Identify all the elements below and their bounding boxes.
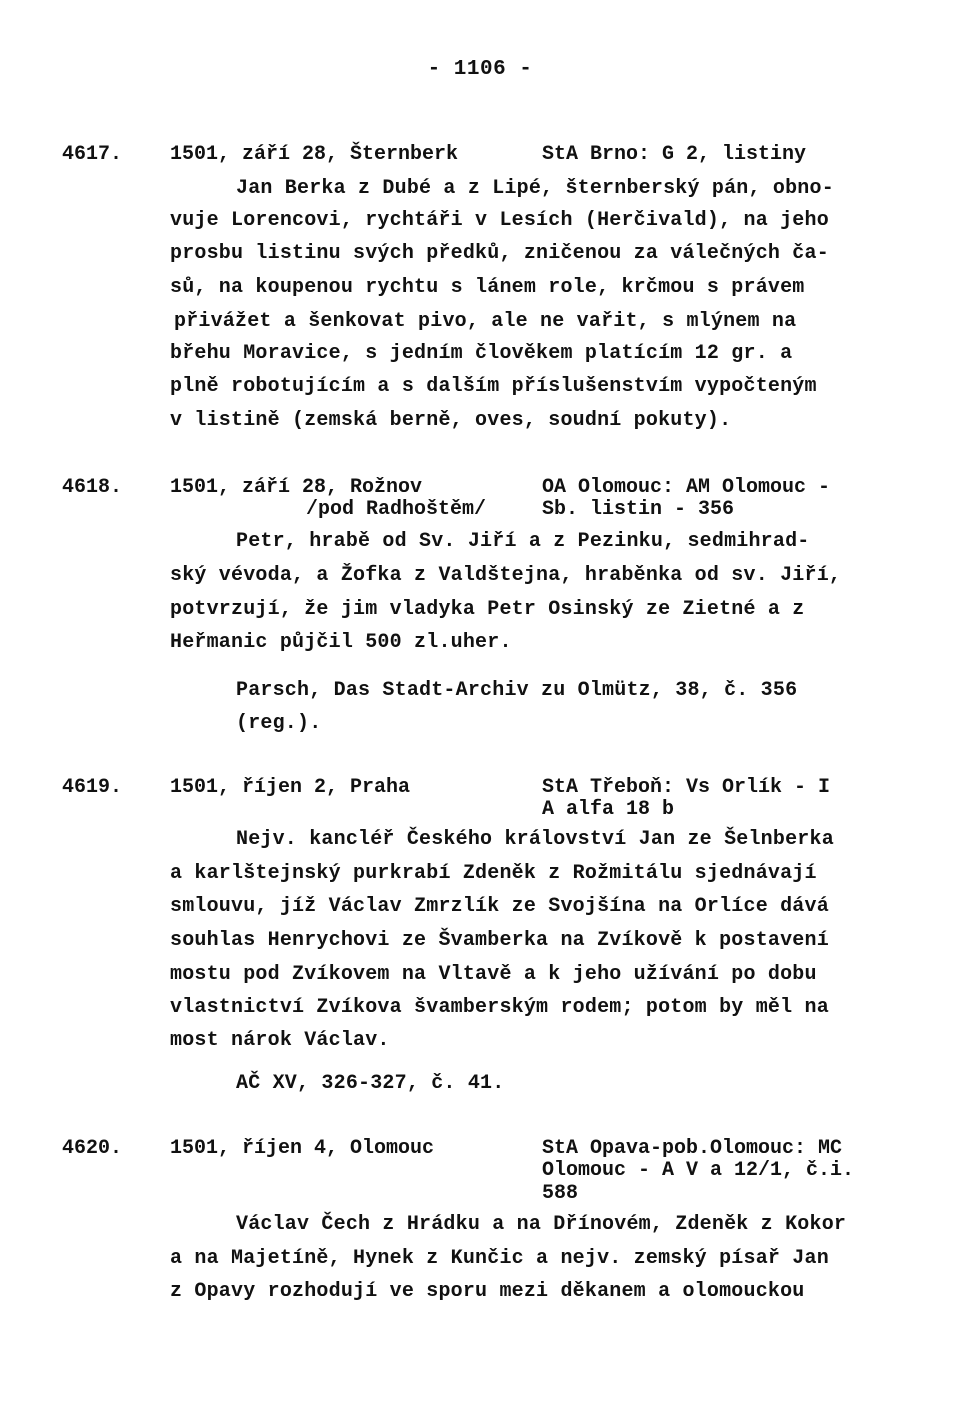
entry-text-line: smlouvu, jíž Václav Zmrzlík ze Svojšína na Orlíce dává (170, 895, 829, 918)
entry-text-line: vuje Lorencovi, rychtáři v Lesích (Herčivald), na jeho (170, 209, 829, 232)
entry-text-line: Jan Berka z Dubé a z Lipé, šternberský pán, obno- (236, 177, 834, 200)
entry-archive: A alfa 18 b (542, 798, 675, 821)
entry-text-line: vlastnictví Zvíkova švamberským rodem; potom by měl na (170, 996, 829, 1019)
entry-text-line: z Opavy rozhodují ve sporu mezi děkanem a olomouckou (170, 1280, 805, 1303)
entry-text-line: v listině (zemská berně, oves, soudní pokuty). (170, 409, 732, 432)
entry-archive: StA Třeboň: Vs Orlík - I (542, 776, 831, 799)
entry-text-line: potvrzují, že jim vladyka Petr Osinský ze Zietné a z (170, 598, 805, 621)
entry-archive: StA Opava-pob.Olomouc: MC (542, 1137, 843, 1160)
entry-text-line: a karlštejnský purkrabí Zdeněk z Rožmitálu sjednávají (170, 862, 817, 885)
entry-number: 4618. (62, 476, 123, 499)
entry-text-line: sů, na koupenou rychtu s lánem role, krčmou s právem (170, 276, 805, 299)
entry-number: 4620. (62, 1137, 123, 1160)
entry-date-place: 1501, září 28, Šternberk (170, 143, 459, 166)
entry-number: 4619. (62, 776, 123, 799)
entry-text-line: plně robotujícím a s dalším příslušenstvím vypočteným (170, 375, 817, 398)
entry-text-line: mostu pod Zvíkovem na Vltavě a k jeho užívání po dobu (170, 963, 817, 986)
entry-archive: 588 (542, 1182, 579, 1205)
entry-text-line: Petr, hrabě od Sv. Jiří a z Pezinku, sedmihrad- (236, 530, 810, 553)
entry-date-place: 1501, říjen 4, Olomouc (170, 1137, 435, 1160)
entry-archive: Sb. listin - 356 (542, 498, 735, 521)
entry-number: 4617. (62, 143, 123, 166)
entry-date-place: 1501, říjen 2, Praha (170, 776, 411, 799)
entry-text-line: ský vévoda, a Žofka z Valdštejna, hraběnka od sv. Jiří, (170, 564, 842, 587)
entry-reference: Parsch, Das Stadt-Archiv zu Olmütz, 38, č. 356 (236, 679, 798, 702)
entry-text-line: prosbu listinu svých předků, zničenou za válečných ča- (170, 242, 829, 265)
entry-reference: (reg.). (236, 712, 322, 735)
entry-text-line: Václav Čech z Hrádku a na Dřínovém, Zdeněk z Kokor (236, 1213, 847, 1236)
entry-text-line: Heřmanic půjčil 500 zl.uher. (170, 631, 512, 654)
entry-text-line: břehu Moravice, s jedním člověkem platícím 12 gr. a (170, 342, 793, 365)
entry-text-line: a na Majetíně, Hynek z Kunčic a nejv. zemský písař Jan (170, 1247, 829, 1270)
entry-archive: StA Brno: G 2, listiny (542, 143, 807, 166)
entry-date-place: 1501, září 28, Rožnov (170, 476, 423, 499)
entry-text-line: přivážet a šenkovat pivo, ale ne vařit, s mlýnem na (174, 310, 797, 333)
entry-text-line: most nárok Václav. (170, 1029, 390, 1052)
entry-archive: Olomouc - A V a 12/1, č.i. (542, 1159, 855, 1182)
entry-reference: AČ XV, 326-327, č. 41. (236, 1072, 505, 1095)
entry-date-place-continued: /pod Radhoštěm/ (306, 498, 487, 521)
entry-text-line: souhlas Henrychovi ze Švamberka na Zvíkově k postavení (170, 929, 829, 952)
entry-archive: OA Olomouc: AM Olomouc - (542, 476, 831, 499)
page-number: - 1106 - (427, 58, 533, 81)
entry-text-line: Nejv. kancléř Českého království Jan ze Šelnberka (236, 828, 834, 851)
